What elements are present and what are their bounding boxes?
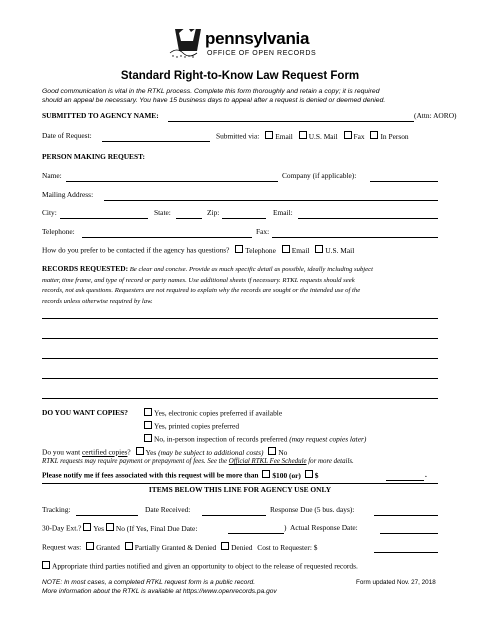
records-line-3[interactable] bbox=[42, 358, 438, 359]
fax-field[interactable] bbox=[272, 237, 438, 238]
contact-telephone-checkbox[interactable]: Telephone bbox=[235, 246, 276, 255]
checkbox-icon bbox=[305, 470, 313, 478]
records-heading: RECORDS REQUESTED: bbox=[42, 264, 129, 273]
checkbox-icon bbox=[282, 245, 290, 253]
denied-checkbox[interactable]: Denied bbox=[221, 543, 252, 552]
response-due-label: Response Due (5 bus. days): bbox=[270, 505, 355, 514]
checkbox-icon bbox=[262, 470, 270, 478]
via-fax-checkbox[interactable]: Fax bbox=[344, 132, 365, 141]
granted-checkbox[interactable]: Granted bbox=[86, 543, 120, 552]
checkbox-icon bbox=[42, 561, 50, 569]
person-heading: PERSON MAKING REQUEST: bbox=[42, 152, 145, 161]
checkbox-icon bbox=[83, 523, 91, 531]
checkbox-icon bbox=[344, 131, 352, 139]
checkbox-icon bbox=[268, 447, 276, 455]
city-field[interactable] bbox=[60, 218, 148, 219]
fee-notify-line: Please notify me if fees associated with this request will be more than $100 (or) $ bbox=[42, 470, 319, 480]
checkbox-icon bbox=[144, 421, 152, 429]
date-of-request-label: Date of Request: bbox=[42, 131, 92, 140]
tracking-field[interactable] bbox=[76, 515, 138, 516]
certified-copies-line: Do you want certified copies? Yes (may be subject to additional costs) No bbox=[42, 447, 288, 457]
agency-use-heading: ITEMS BELOW THIS LINE FOR AGENCY USE ONLY bbox=[148, 485, 332, 494]
agency-use-divider bbox=[42, 483, 438, 484]
checkbox-icon bbox=[106, 523, 114, 531]
third-parties-option[interactable]: Appropriate third parties notified and given an opportunity to object to the release of requested records. bbox=[42, 561, 358, 571]
checkbox-icon bbox=[144, 434, 152, 442]
telephone-label: Telephone: bbox=[42, 227, 75, 236]
request-status-line: Request was: Granted Partially Granted & Denied Denied Cost to Requester: $ bbox=[42, 542, 318, 552]
checkbox-icon bbox=[265, 131, 273, 139]
contact-mail-checkbox[interactable]: U.S. Mail bbox=[315, 246, 354, 255]
extension-line: 30-Day Ext.? Yes No (If Yes, Final Due Date: bbox=[42, 523, 198, 533]
checkbox-icon bbox=[370, 131, 378, 139]
via-in-person-checkbox[interactable]: In Person bbox=[370, 132, 408, 141]
intro-line-1: Good communication is vital in the RTKL process. Complete this form thoroughly and retain a copy; it is required bbox=[42, 88, 380, 95]
name-label: Name: bbox=[42, 171, 62, 180]
ext-yes-checkbox[interactable]: Yes bbox=[83, 524, 104, 533]
mailing-field[interactable] bbox=[104, 200, 438, 201]
date-of-request-field[interactable] bbox=[102, 141, 210, 142]
fee-custom-checkbox[interactable]: $ bbox=[305, 471, 319, 480]
records-line-5[interactable] bbox=[42, 398, 438, 399]
company-label: Company (if applicable): bbox=[282, 171, 357, 180]
via-mail-checkbox[interactable]: U.S. Mail bbox=[299, 132, 338, 141]
certified-no-checkbox[interactable]: No bbox=[268, 448, 287, 457]
fee-schedule-link[interactable]: Official RTKL Fee Schedule bbox=[228, 458, 307, 465]
agency-name-field[interactable] bbox=[168, 121, 414, 122]
fee-100-checkbox[interactable]: $100 (or) bbox=[262, 471, 301, 480]
fax-label: Fax: bbox=[256, 227, 270, 236]
partial-checkbox[interactable]: Partially Granted & Denied bbox=[125, 543, 216, 552]
form-updated: Form updated Nov. 27, 2018 bbox=[356, 579, 436, 586]
via-email-checkbox[interactable]: Email bbox=[265, 132, 293, 141]
cost-field[interactable] bbox=[374, 552, 438, 553]
fee-custom-amount-field[interactable] bbox=[386, 480, 424, 481]
ext-no-checkbox[interactable]: No (If Yes, Final Due Date: bbox=[106, 524, 198, 533]
office-name: OFFICE OF OPEN RECORDS bbox=[207, 50, 317, 57]
checkbox-icon bbox=[235, 245, 243, 253]
records-line-2[interactable] bbox=[42, 338, 438, 339]
copies-printed-option[interactable]: Yes, printed copies preferred bbox=[144, 421, 239, 431]
telephone-field[interactable] bbox=[82, 237, 252, 238]
tracking-label: Tracking: bbox=[42, 505, 71, 514]
company-field[interactable] bbox=[370, 181, 438, 182]
city-label: City: bbox=[42, 208, 57, 217]
contact-email-checkbox[interactable]: Email bbox=[282, 246, 310, 255]
checkbox-icon bbox=[125, 542, 133, 550]
footer-note-1: NOTE: In most cases, a completed RTKL request form is a public record. bbox=[42, 579, 256, 586]
records-line-4[interactable] bbox=[42, 378, 438, 379]
date-received-label: Date Received: bbox=[145, 505, 191, 514]
state-field[interactable] bbox=[176, 218, 202, 219]
checkbox-icon bbox=[144, 408, 152, 416]
response-due-field[interactable] bbox=[374, 515, 438, 516]
logo bbox=[167, 23, 209, 59]
attn-label: (Attn: AORO) bbox=[414, 111, 457, 120]
cost-label: Cost to Requester: $ bbox=[257, 542, 318, 552]
state-label: State: bbox=[154, 208, 171, 217]
checkbox-icon bbox=[221, 542, 229, 550]
contact-preference: How do you prefer to be contacted if the agency has questions? Telephone Email U.S. Mail bbox=[42, 245, 355, 255]
zip-label: Zip: bbox=[207, 208, 220, 217]
mailing-label: Mailing Address: bbox=[42, 190, 94, 199]
final-due-date-field[interactable] bbox=[228, 533, 284, 534]
zip-field[interactable] bbox=[222, 218, 266, 219]
agency-label: SUBMITTED TO AGENCY NAME: bbox=[42, 111, 159, 120]
checkbox-icon bbox=[86, 542, 94, 550]
ext-close-paren: ) bbox=[284, 523, 287, 532]
brand-name: pennsylvania bbox=[205, 29, 310, 48]
fees-note: RTKL requests may require payment or prepayment of fees. See the Official RTKL Fee Schedule for more details. bbox=[42, 458, 354, 465]
records-text: RECORDS REQUESTED: Be clear and concise. Provide as much specific detail as possible, ideally including subject matter, time frame, and type of record or party names. Use additional sheets if necessary. RTKL requests should seek records, not ask questions. Requesters are not required to explain why the records are sought or the intended use of the records unless otherwise required by law. bbox=[42, 264, 373, 305]
actual-response-label: Actual Response Date: bbox=[290, 523, 358, 532]
actual-response-field[interactable] bbox=[380, 533, 438, 534]
copies-heading: DO YOU WANT COPIES? bbox=[42, 408, 128, 417]
fee-period: . bbox=[425, 470, 427, 479]
name-field[interactable] bbox=[66, 181, 278, 182]
copies-inspection-option[interactable]: No, in-person inspection of records preferred (may request copies later) bbox=[144, 434, 366, 444]
certified-yes-checkbox[interactable]: Yes (may be subject to additional costs) bbox=[136, 448, 264, 457]
email-label: Email: bbox=[273, 208, 293, 217]
checkbox-icon bbox=[315, 245, 323, 253]
checkbox-icon bbox=[299, 131, 307, 139]
submitted-via-label: Submitted via: Email U.S. Mail Fax In Person bbox=[216, 131, 409, 141]
footer-note-2: More information about the RTKL is available at https://www.openrecords.pa.gov bbox=[42, 588, 277, 595]
checkbox-icon bbox=[136, 447, 144, 455]
intro-line-2: should an appeal be necessary. You have 15 business days to appeal after a request is denied or deemed denied. bbox=[42, 97, 386, 104]
date-received-field[interactable] bbox=[202, 515, 266, 516]
form-title: Standard Right-to-Know Law Request Form bbox=[120, 70, 360, 82]
records-line-1[interactable] bbox=[42, 318, 438, 319]
copies-electronic-option[interactable]: Yes, electronic copies preferred if available bbox=[144, 408, 282, 418]
email-field[interactable] bbox=[298, 218, 438, 219]
keystone-logo-icon bbox=[167, 23, 209, 59]
